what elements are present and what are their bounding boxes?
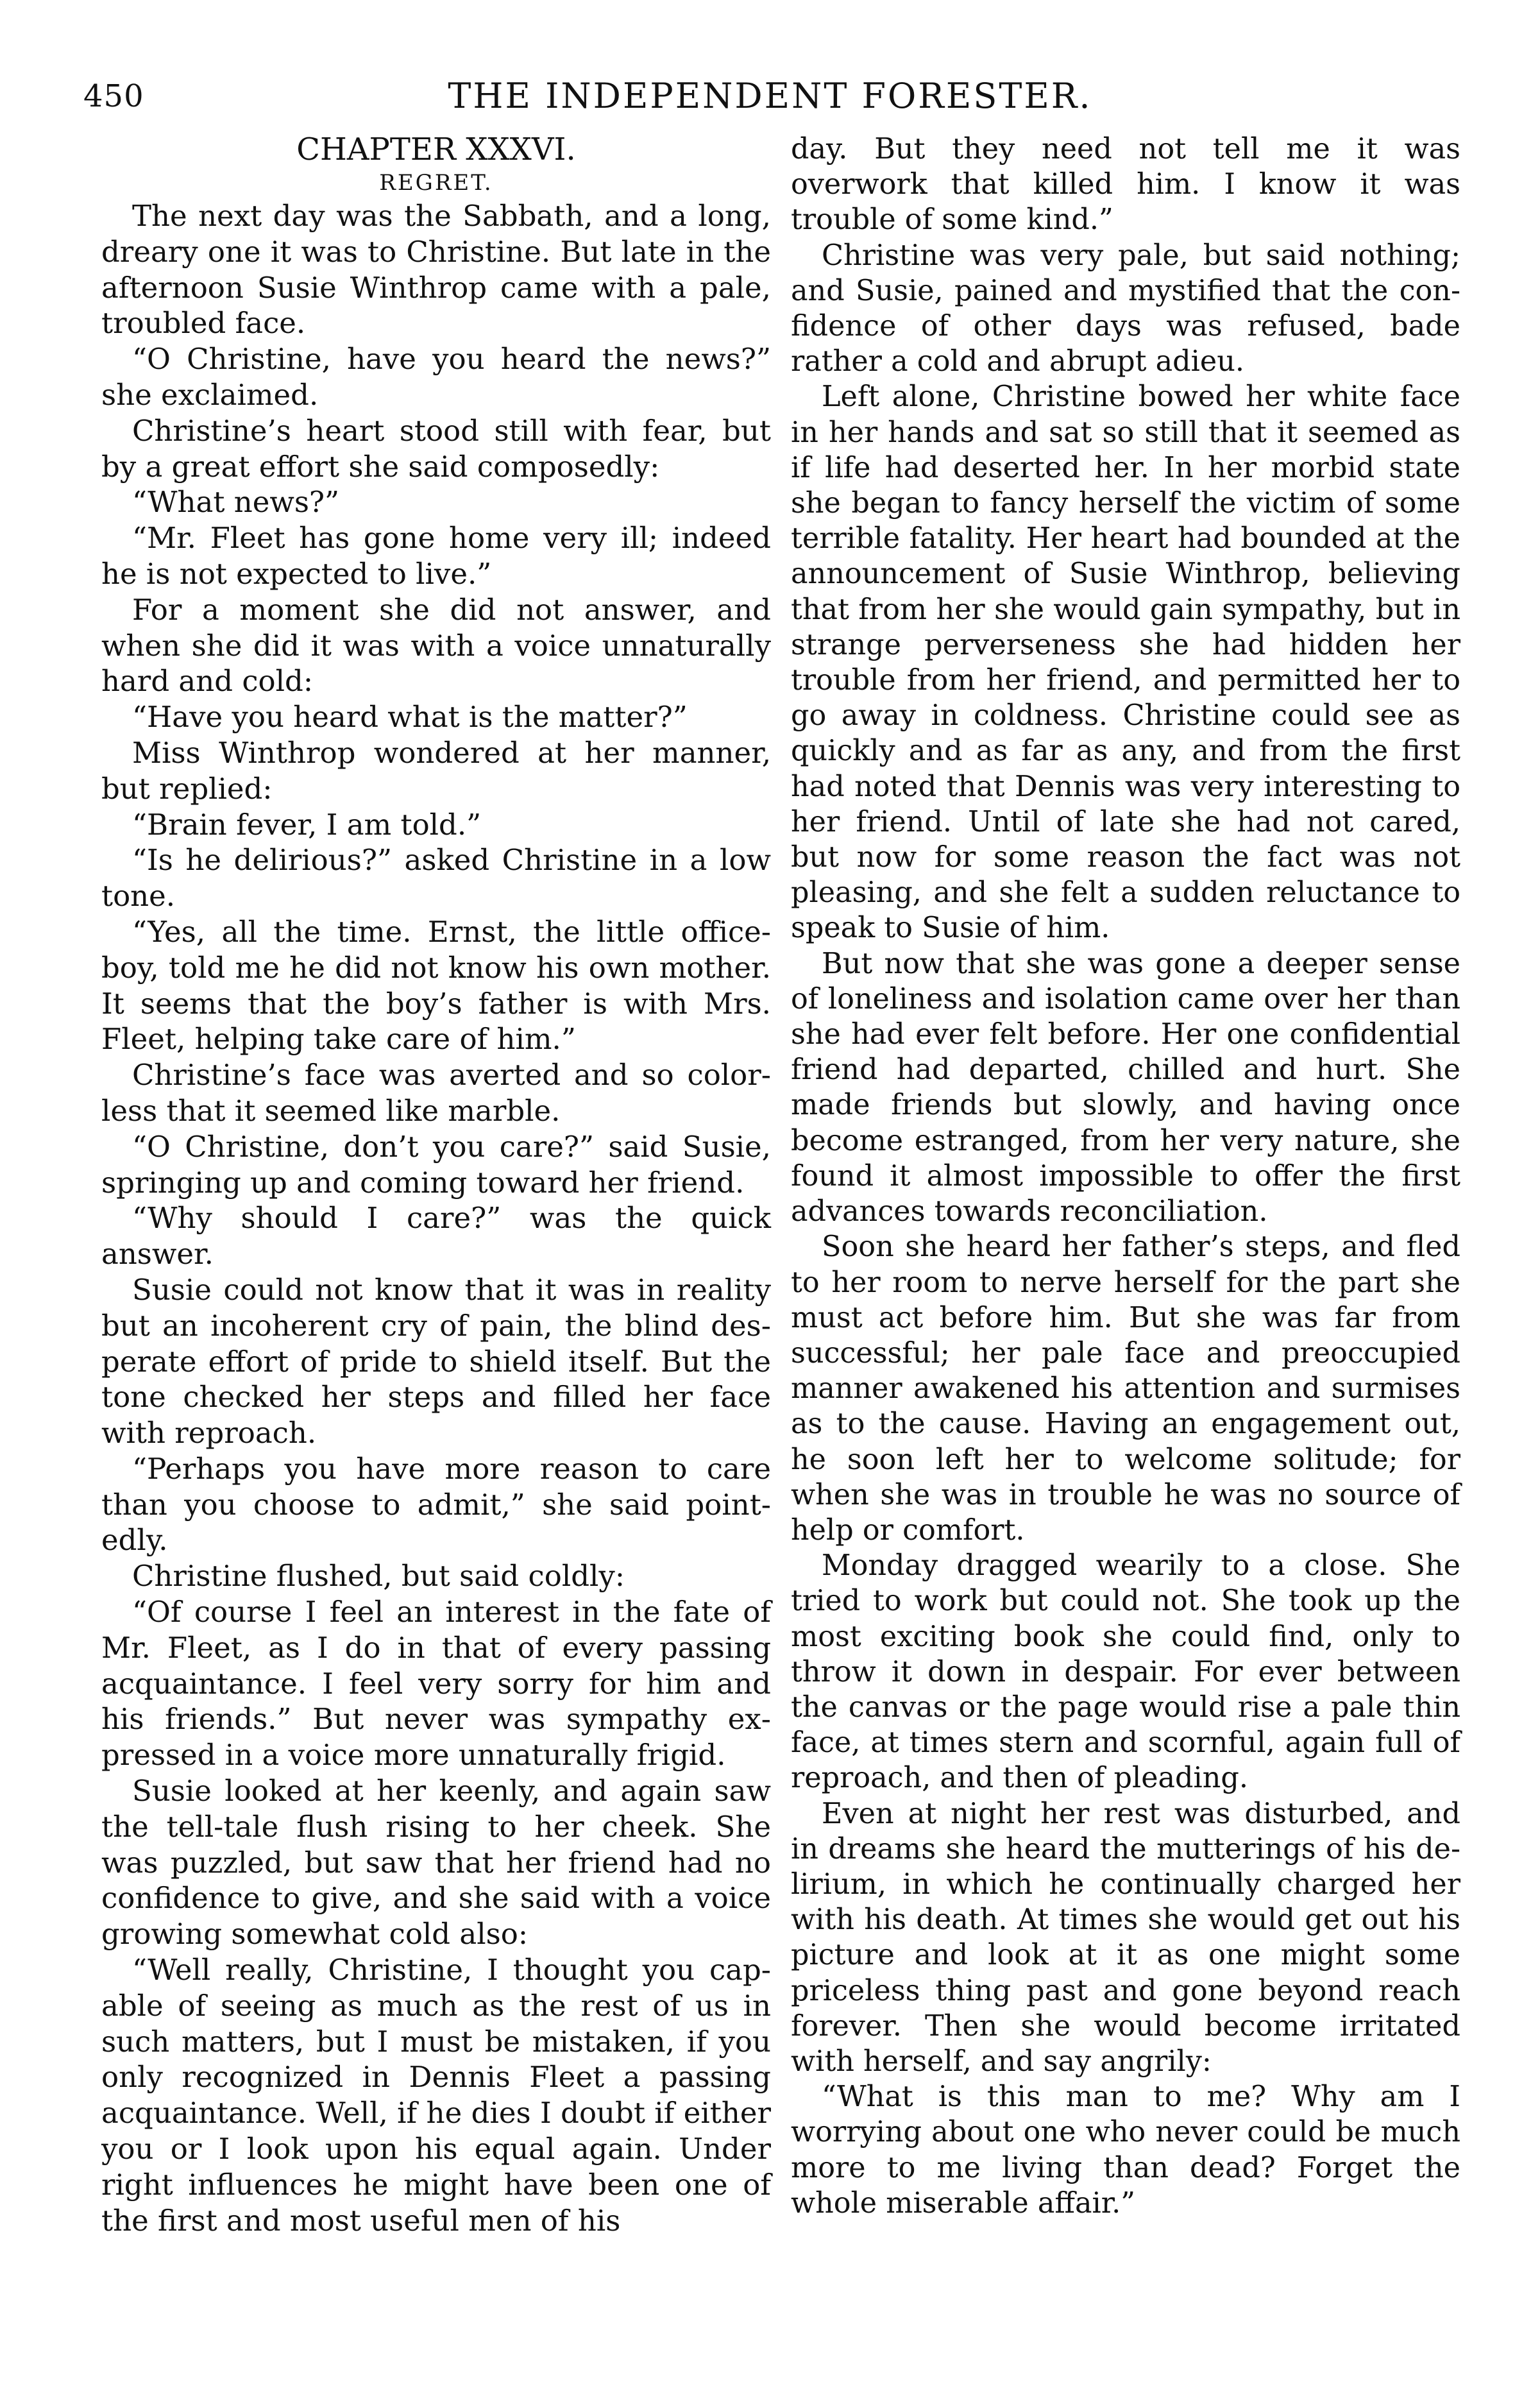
paragraph: Even at night her rest was disturbed, and in dreams she heard the mutterings of his delirium, in which he continually charged her with his death. At times she would get out his picture and look at it as one might some priceless thing past and gone beyond reach forever. Then she would become irritated with herself, and say angrily: <box>791 1797 1460 2078</box>
paragraph: “O Christine, have you heard the news?” she exclaimed. <box>101 342 771 412</box>
paragraph: Left alone, Christine bowed her white face in her hands and sat so still that it seemed as if life had deserted her. In her morbid state she began to fancy herself the victim of some terrible fatality. Her heart had bounded at the announcement of Susie Winthrop, believing that from her she would gain sympathy, but in strange perverseness she had hidden her trouble from her friend, and permitted her to go away in coldness. Christine could see as quickly and as far as any, and from the first had noted that Dennis was very interesting to her friend. Until of late she had not cared, but now for some reason the fact was not pleasing, and she felt a sudden reluctance to speak to Susie of him. <box>791 380 1460 945</box>
paragraph: “Of course I feel an interest in the fate of Mr. Fleet, as I do in that of every passing acquaintance. I feel very sorry for him and his friends.” But never was sympathy expressed in a voice more unnaturally frigid. <box>101 1595 771 1773</box>
paragraph: day. But they need not tell me it was overwork that killed him. I know it was trouble of some kind.” <box>791 133 1460 237</box>
left-column <box>101 132 771 2249</box>
running-title: THE INDEPENDENT FORESTER. <box>448 76 1092 116</box>
paragraph: Soon she heard her father’s steps, and fled to her room to nerve herself for the part she must act before him. But she was far from successful; her pale face and preoccupied manner awakened his attention and surmises as to the cause. Having an engagement out, he soon left her to welcome solitude; for when she was in trouble he was no source of help or comfort. <box>791 1230 1460 1547</box>
chapter-title: CHAPTER XXXVI. <box>296 132 576 167</box>
page-number: 450 <box>83 78 144 114</box>
paragraph: “Yes, all the time. Ernst, the little office-boy, told me he did not know his own mother. It seems that the boy’s father is with Mrs. Fleet, helping take care of him.” <box>101 914 771 1057</box>
paragraph: Christine’s face was averted and so colorless that it seemed like marble. <box>101 1058 771 1128</box>
paragraph: Christine flushed, but said coldly: <box>132 1559 625 1594</box>
paragraph: The next day was the Sabbath, and a long, dreary one it was to Christine. But late in the afternoon Susie Winthrop came with a pale, troubled face. <box>101 199 771 341</box>
paragraph: “Perhaps you have more reason to care than you choose to admit,” she said pointedly. <box>101 1451 771 1558</box>
paragraph: “Mr. Fleet has gone home very ill; indeed he is not expected to live.” <box>101 521 771 591</box>
paragraph: Monday dragged wearily to a close. She tried to work but could not. She took up the most exciting book she could find, only to throw it down in despair. For ever between the canvas or the page would rise a pale thin face, at times stern and scornful, again full of reproach, and then of pleading. <box>791 1549 1460 1795</box>
paragraph: For a moment she did not answer, and when she did it was with a voice unnaturally hard and cold: <box>101 592 771 699</box>
paragraph: “O Christine, don’t you care?” said Susie, springing up and coming toward her friend. <box>101 1129 771 1200</box>
paragraph: Susie looked at her keenly, and again saw the tell-tale flush rising to her cheek. She was puzzled, but saw that her friend had no confidence to give, and she said with a voice growing somewhat cold also: <box>101 1774 771 1952</box>
paragraph: “Is he delirious?” asked Christine in a low tone. <box>101 843 771 914</box>
paragraph: “Have you heard what is the matter?” <box>132 700 688 735</box>
paragraph: “Why should I care?” was the quick answer. <box>101 1201 771 1272</box>
paragraph: Miss Winthrop wondered at her manner, but replied: <box>101 735 771 806</box>
paragraph: “What news?” <box>132 485 340 520</box>
right-column <box>791 132 1460 2249</box>
paragraph: But now that she was gone a deeper sense of loneliness and isolation came over her than she had ever felt before. Her one confidential friend had departed, chilled and hurt. She made friends but slowly, and having once become estranged, from her very nature, she found it almost impossible to offer the first advances towards reconciliation. <box>791 947 1460 1229</box>
chapter-subtitle: REGRET. <box>379 170 493 196</box>
paragraph: “Brain fever, I am told.” <box>132 807 482 842</box>
paragraph: “Well really, Christine, I thought you capable of seeing as much as the rest of us in such matters, but I must be mistaken, if you only recognized in Dennis Fleet a passing acquaintance. Well, if he dies I doubt if either you or I look upon his equal again. Under right influences he might have been one of the first and most useful men of his <box>101 1953 771 2238</box>
paragraph: Susie could not know that it was in reality but an incoherent cry of pain, the blind desperate effort of pride to shield itself. But the tone checked her steps and filled her face with reproach. <box>101 1272 771 1450</box>
paragraph: Christine was very pale, but said nothing; and Susie, pained and mystified that the confidence of other days was refused, bade rather a cold and abrupt adieu. <box>791 239 1460 379</box>
paragraph: Christine’s heart stood still with fear, but by a great effort she said composedly: <box>101 413 771 484</box>
paragraph: “What is this man to me? Why am I worrying about one who never could be much more to me living than dead? Forget the whole miserable affair.” <box>791 2080 1460 2220</box>
